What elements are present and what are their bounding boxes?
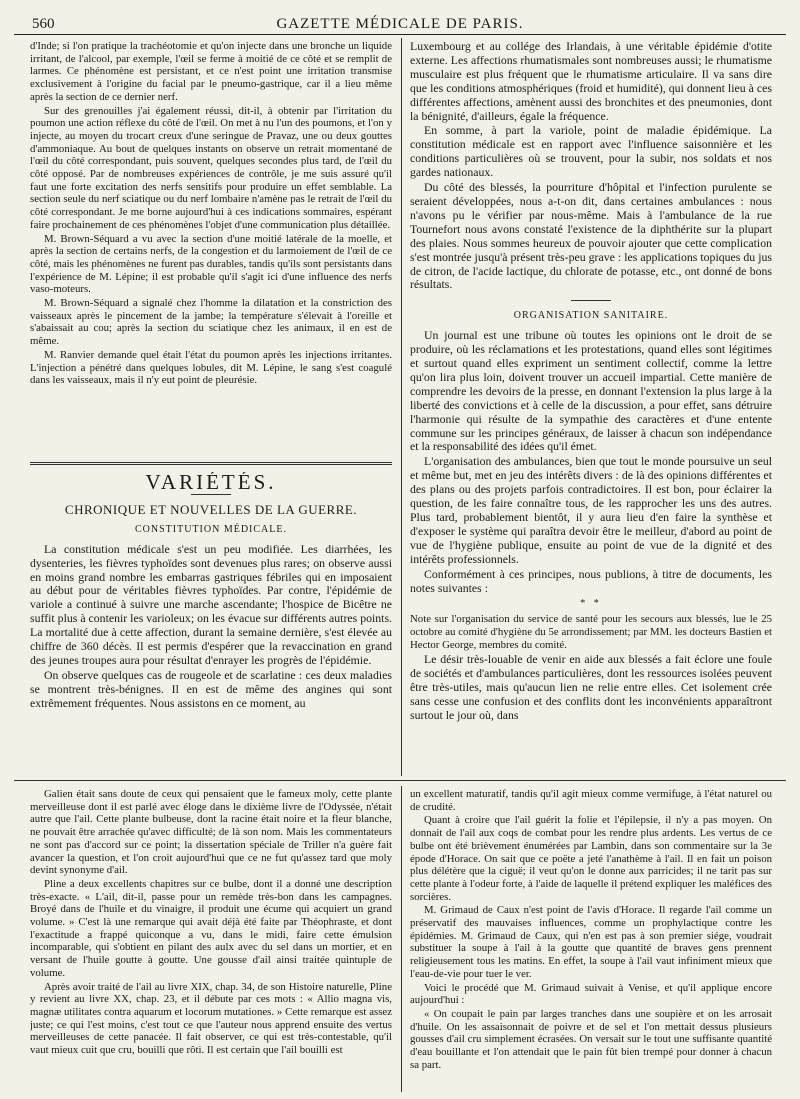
paragraph: En somme, à part la variole, point de maladie épidémique. La constitution médicale est en rapport avec l'influence saisonnière et les conditions particulières où se trouvent, pour la subir, nos soldats et nos gardes nationaux. <box>410 123 772 180</box>
paragraph: Après avoir traité de l'ail au livre XIX, chap. 34, de son Histoire naturelle, Pline y revient au livre XX, chap. 23, et il débute par ces mots : « Allio magna vis, magnæ utilitates contra aquarum et locorum mutationes. » Cette remarque est assez juste; ce qui l'est moins, c'est tout ce que l'auteur nous apprend ensuite des vertus merveilleuses de cette panacée. Il fait observer, ce qui est très-contestable, qu'il vaut mieux cuit que cru, bouilli que rôti. Il est certain que l'ail bouilli est <box>30 980 392 1057</box>
paragraph: Le désir très-louable de venir en aide aux blessés a fait éclore une foule de sociétés et d'ambulances particulières, dont les ressources isolées peuvent être très-utiles, mais qu'aucun lien ne relie entre elles. Cet isolement crée sans cesse une confusion et des conflits dont les inconvénients apparaîtront surtout le jour où, dans <box>410 652 772 722</box>
paragraph: Luxembourg et au collége des Irlandais, à une véritable épidémie d'otite externe. Les affections rhumatismales sont nombreuses aussi; le rhumatisme musculaire est plus fréquent que le rhumatisme articulaire. Il va sans dire que les conditions atmosphériques (froid et humidité), qui donnent lieu à ces différentes affections, amènent aussi des bronchites et des pneumonies, dont la bénignité, d'ailleurs, égale la fréquence. <box>410 40 772 123</box>
paragraph: M. Grimaud de Caux n'est point de l'avis d'Horace. Il regarde l'ail comme un préservatif des mauvaises influences, comme un prophylactique contre les épidémies. M. Grimaud de Caux, qui n'en est pas à son premier siége, voudrait substituer la soupe à l'ail à la goutte que quantité de braves gens prennent religieusement tous les matins. En effet, la soupe à l'ail vaut infiniment mieux que l'eau-de-vie pour tuer le ver. <box>410 904 772 980</box>
top-left-column <box>30 40 392 456</box>
paragraph: Conformément à ces principes, nous publions, à titre de documents, les notes suivantes : <box>410 566 772 595</box>
page-header <box>14 10 786 36</box>
header-rule <box>14 34 786 35</box>
paragraph: Un journal est une tribune où toutes les opinions ont le droit de se produire, où les réclamations et les protestations, quand elles sont légitimes et surtout quand elles expriment un sentiment collectif, comme la lettre qu'on lira plus loin, doivent trouver un accueil impartial. Cette manière de comprendre les devoirs de la presse, en donnant l'extension la plus large à la liberté des convictions et à celle de la discussion, a pour effet, sans détruire l'harmonie qui résulte de la sympathie des caractères et d'une entente commune sur les principes généraux, de laisser à chacun son indépendance et la responsabilité des idées qu'il émet. <box>410 328 772 454</box>
note-title: Note sur l'organisation du service de santé pour les secours aux blessés, lue le 25 octobre au comité d'hygiène du 5e arrondissement; par MM. les docteurs Bastien et Hector George, membres du comité. <box>410 613 772 652</box>
paragraph: M. Brown-Séquard a vu avec la section d'une moitié latérale de la moelle, et après la section de certains nerfs, de la congestion et du larmoiement de l'œil de ce côté, mais les phénomènes ne furent pas durables, tandis qu'ils sont persistants dans l'expérience de M. Lépine; il est probable qu'il s'agit ici d'une influence des nerfs vaso-moteurs. <box>30 232 392 296</box>
constitution-subheading: CONSTITUTION MÉDICALE. <box>135 523 287 535</box>
paragraph: M. Brown-Séquard a signalé chez l'homme la dilatation et la constriction des vaisseaux après le pincement de la jambe; la température s'élevait à l'oreille et s'abaissait au cou; après la section du sciatique chez les animaux, il en est de même. <box>30 297 392 348</box>
section-double-rule <box>30 462 392 465</box>
page-number: 560 <box>32 16 55 32</box>
stars-separator: * * <box>580 598 602 610</box>
varietes-section <box>30 472 392 774</box>
paragraph: Pline a deux excellents chapitres sur ce bulbe, dont il a donné une description très-exacte. « L'ail, dit-il, passe pour un remède très-bon dans les campagnes. Broyé dans de l'huile et du vinaigre, il produit une écume qui acquiert un grand volume. » C'est là une remarque qui avait déjà été faite par Théophraste, et dont l'exactitude a frappé quiconque a vu, dans le midi, faire cette émulsion incomparable, qui s'obtient en pilant des aulx avec du sel dans un mortier, et en versant de l'huile goutte à goutte. Une gousse d'ail ainsi traitée quintuple de volume. <box>30 877 392 979</box>
page-section-rule <box>14 780 786 781</box>
paragraph: Galien était sans doute de ceux qui pensaient que le fameux moly, cette plante merveilleuse dont il est parlé avec éloge dans le dixième livre de l'Odyssée, n'était autre que l'ail. Cette plante bulbeuse, dont la racine était noire et la fleur blanche, ne pouvait être arrachée qu'avec difficulté; de là son nom. Mais les commentateurs ne sont pas d'accord sur ce point; la dissertation spéciale de Triller n'a guère fait avancer la question, et l'on croit aujourd'hui que ce ne fut qu'assez tard que moly devint synonyme d'ail. <box>30 788 392 877</box>
bottom-left-column <box>30 788 392 1093</box>
section-separator <box>571 300 611 301</box>
paragraph: Du côté des blessés, la pourriture d'hôpital et l'infection purulente se seraient développées, nous a-t-on dit, dans certaines ambulances : nous n'avons pu le vérifier par nous-même. Mais à l'ambulance de la rue Tournefort nous avons constaté l'existence de la diphthérite sur la plupart des plaies. Nous sommes heureux de pouvoir ajouter que cette complication s'est montrée jusqu'à présent très-peu grave : les applications topiques du jus de citron, de l'acide lactique, du chlorate de potasse, etc., ont donné de bons résultats. <box>410 180 772 292</box>
organisation-heading: ORGANISATION SANITAIRE. <box>513 310 669 322</box>
paragraph: M. Ranvier demande quel était l'état du poumon après les injections irritantes. L'injection a pénétré dans quelques lobules, dit M. Lépine, le sang s'est coagulé dans les vaisseaux, mais il n'y eut point de pleurésie. <box>30 348 392 387</box>
paragraph: L'organisation des ambulances, bien que tout le monde poursuive un seul et même but, met en jeu des intérêts divers : de là des opinions différentes et des plans ou des projets parfois contradictoires. Il est bon, pour éclairer la question, de les faire connaître tous, de les rapprocher les uns des autres. Plus tard, probablement bientôt, il y aura lieu d'en faire la synthèse et d'exposer le système qui paraîtra devoir être le meilleur, d'abord au point de vue de l'hygiène publique, ensuite au point de vue de la dignité et des intérêts professionnels. <box>410 454 772 566</box>
paragraph: La constitution médicale s'est un peu modifiée. Les diarrhées, les dysenteries, les fièvres typhoïdes sont devenues plus rares; on observe aussi en moins grand nombre les embarras gastriques fébriles qui en imposaient au début pour de véritables fièvres typhoïdes. Par contre, l'épidémie de variole a continué à suivre une marche ascendante; l'hospice de Bicêtre ne suffit plus à contenir les varioleux; on les évacue sur différents autres points. La mortalité due à cette affection, durant la semaine dernière, s'est élevée au chiffre de 360 décès. Il est permis d'espérer que la revaccination en grand des jeunes troupes aura pour résultat d'enrayer les progrès de l'épidémie. <box>30 541 392 667</box>
paragraph: « On coupait le pain par larges tranches dans une soupière et on les arrosait d'huile. On les assaisonnait de poivre et de sel et l'on mettait dessus plusieurs gousses d'ail cru simplement écrasées. On versait sur le tout une suffisante quantité d'eau bouillante et l'on attendait que le pain fût bien trempé pour donner à chacun sa part. <box>410 1007 772 1071</box>
heading-separator <box>191 494 231 495</box>
paragraph: Quant à croire que l'ail guérit la folie et l'épilepsie, il n'y a pas moyen. On donnait de l'ail aux coqs de combat pour les rendre plus ardents. Les vertus de ce bulbe ont été brièvement énumérées par Lambin, dans son commentaire sur la 3e épode d'Horace. On sait que ce poëte a jeté l'anathème à l'ail. Il en fait un poison plus délétère que la ciguë; il veut qu'on le donne aux parricides; il ne tarit pas sur cette plante à l'odeur forte, à l'aide de laquelle il prétend expliquer les maléfices des sorcières. <box>410 814 772 903</box>
paragraph: Voici le procédé que M. Grimaud suivait à Venise, et qu'il applique encore aujourd'hui : <box>410 981 772 1007</box>
journal-title: GAZETTE MÉDICALE DE PARIS. <box>276 16 524 32</box>
paragraph: un excellent maturatif, tandis qu'il agit mieux comme vermifuge, à l'état naturel ou de crudité. <box>410 788 772 813</box>
paragraph: On observe quelques cas de rougeole et de scarlatine : ces deux maladies se montrent très-bénignes. Il en est de même des angines qui sont extrêmement fréquentes. Nous assistons en ce moment, au <box>30 667 392 710</box>
bottom-right-column <box>410 788 772 1093</box>
paragraph: Sur des grenouilles j'ai également réussi, dit-il, à obtenir par l'irritation du poumon une action réflexe du côté de l'œil. On met à nu l'un des poumons, et l'on y injecte, au moyen du trocart creux d'une seringue de Pravaz, une ou deux gouttes d'ammoniaque. Au bout de quelques instants on observe un retrait momentané de l'œil du côté correspondant, puis souvent, quelques secondes plus tard, de l'œil du côté opposé. Par de nombreuses expériences de contrôle, je me suis assuré qu'il faut une forte excitation des nerfs sensitifs pour produire un effet semblable. La section seule du nerf sciatique ou du nerf lombaire n'amène pas le retrait de l'œil du côté correspondant. Je me borne aujourd'hui à ces indications sommaires, espérant faire prochainement de ces phénomènes l'objet d'une communication plus détaillée. <box>30 104 392 231</box>
top-right-column <box>410 40 772 776</box>
column-divider-bottom <box>401 786 402 1092</box>
varietes-heading: VARIÉTÉS. <box>145 472 277 494</box>
chronicle-heading: CHRONIQUE ET NOUVELLES DE LA GUERRE. <box>64 501 358 517</box>
column-divider-top <box>401 38 402 776</box>
paragraph: d'Inde; si l'on pratique la trachéotomie et qu'on injecte dans une bronche un liquide irritant, de l'alcool, par exemple, l'œil se ferme à moitié de ce côté et se remplit de larmes. Ce phénomène est persistant, et ce n'est point une irritation transmise exclusivement à l'origine du facial par le pneumo-gastrique, car il a lieu même après la section de ce dernier nerf. <box>30 40 392 103</box>
